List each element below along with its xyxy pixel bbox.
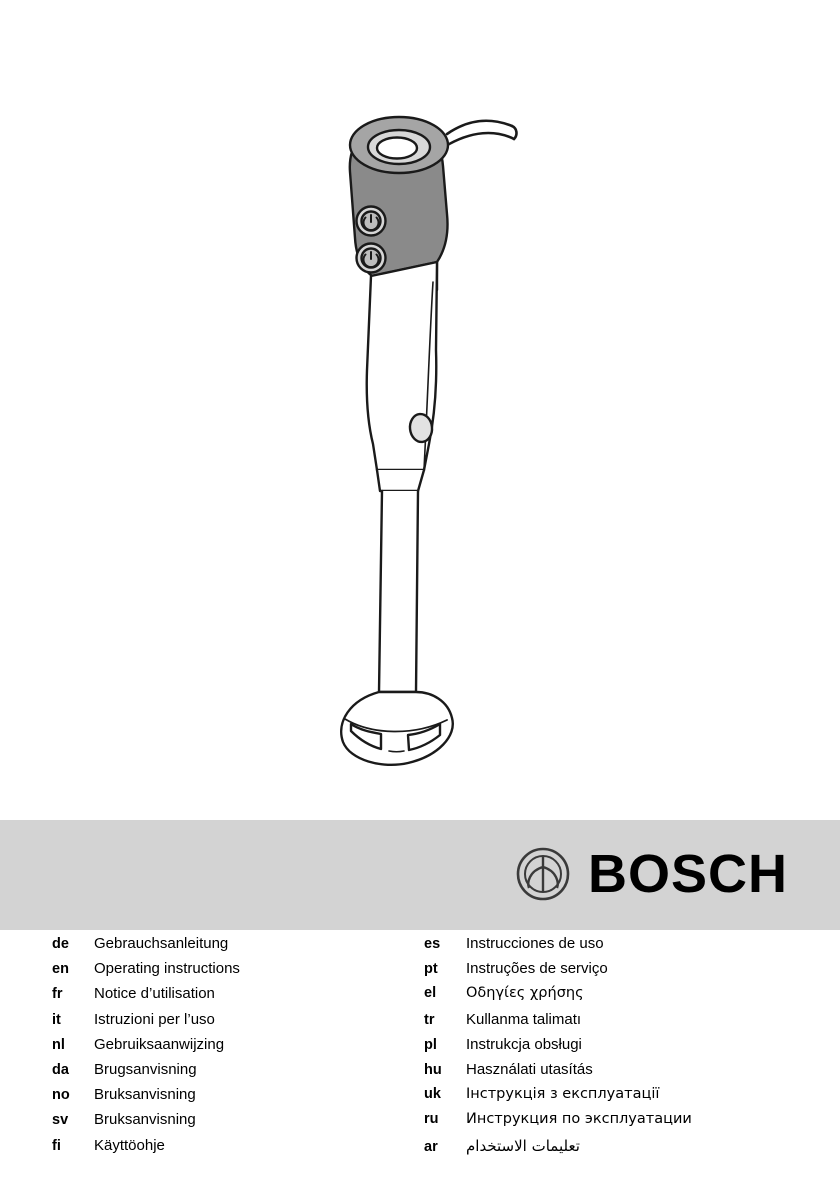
language-code: uk (424, 1086, 441, 1103)
language-title: Gebrauchsanleitung (94, 935, 229, 952)
brand-band (0, 820, 840, 930)
brand-lockup (516, 844, 788, 904)
list-item (424, 1036, 692, 1061)
language-title: Instrucciones de uso (466, 935, 604, 952)
language-index (0, 935, 840, 1190)
language-code: sv (52, 1112, 69, 1129)
list-item (424, 1137, 692, 1162)
list-item (424, 985, 692, 1010)
list-item (424, 960, 692, 985)
language-column-left (52, 935, 240, 1162)
language-code: de (52, 936, 69, 952)
language-code: hu (424, 1061, 442, 1078)
language-title: Käyttöohje (94, 1136, 165, 1154)
language-title: Notice d’utilisation (94, 985, 215, 1003)
language-column-right (424, 935, 692, 1162)
language-title: Istruzioni per l’uso (94, 1010, 215, 1028)
language-code: ar (424, 1138, 438, 1155)
list-item (52, 1086, 240, 1111)
list-item (52, 985, 240, 1010)
list-item (52, 1011, 240, 1036)
language-title: Instruções de serviço (466, 960, 608, 978)
language-title: Gebruiksaanwijzing (94, 1035, 225, 1053)
language-code: da (52, 1061, 69, 1078)
language-title: Operating instructions (94, 960, 240, 978)
language-code: nl (52, 1036, 65, 1053)
list-item (52, 935, 240, 960)
list-item (424, 1061, 692, 1086)
language-title: Brugsanvisning (94, 1060, 197, 1078)
list-item (424, 1011, 692, 1036)
list-item (52, 1111, 240, 1136)
list-item (424, 1086, 692, 1111)
language-title: Інструкція з експлуатації (466, 1086, 660, 1103)
list-item (52, 1036, 240, 1061)
language-code: tr (424, 1011, 435, 1028)
language-code: fi (52, 1137, 61, 1154)
language-title: Bruksanvisning (94, 1086, 196, 1104)
language-code: fr (52, 986, 63, 1003)
list-item (52, 1137, 240, 1162)
list-item (52, 960, 240, 985)
language-title: Instrukcja obsługi (466, 1035, 582, 1053)
language-code: ru (424, 1111, 439, 1128)
language-code: pt (424, 961, 438, 978)
language-title: Használati utasítás (466, 1060, 593, 1078)
language-code: no (52, 1087, 70, 1104)
list-item (52, 1061, 240, 1086)
language-title: Οδηγίες χρήσης (466, 985, 584, 1002)
language-code: en (52, 961, 69, 978)
language-code: pl (424, 1036, 437, 1053)
bosch-anchor-logo-icon (516, 847, 570, 901)
language-title: Kullanma talimatı (466, 1010, 582, 1028)
language-title: تعليمات الاستخدام (466, 1136, 580, 1155)
language-title: Bruksanvisning (94, 1111, 196, 1129)
language-code: it (52, 1011, 61, 1028)
language-code: el (424, 985, 437, 1002)
list-item (424, 1111, 692, 1136)
brand-wordmark: BOSCH (587, 844, 788, 904)
language-title: Инструкция по эксплуатации (466, 1111, 692, 1128)
list-item (424, 935, 692, 960)
language-code: es (424, 936, 441, 952)
